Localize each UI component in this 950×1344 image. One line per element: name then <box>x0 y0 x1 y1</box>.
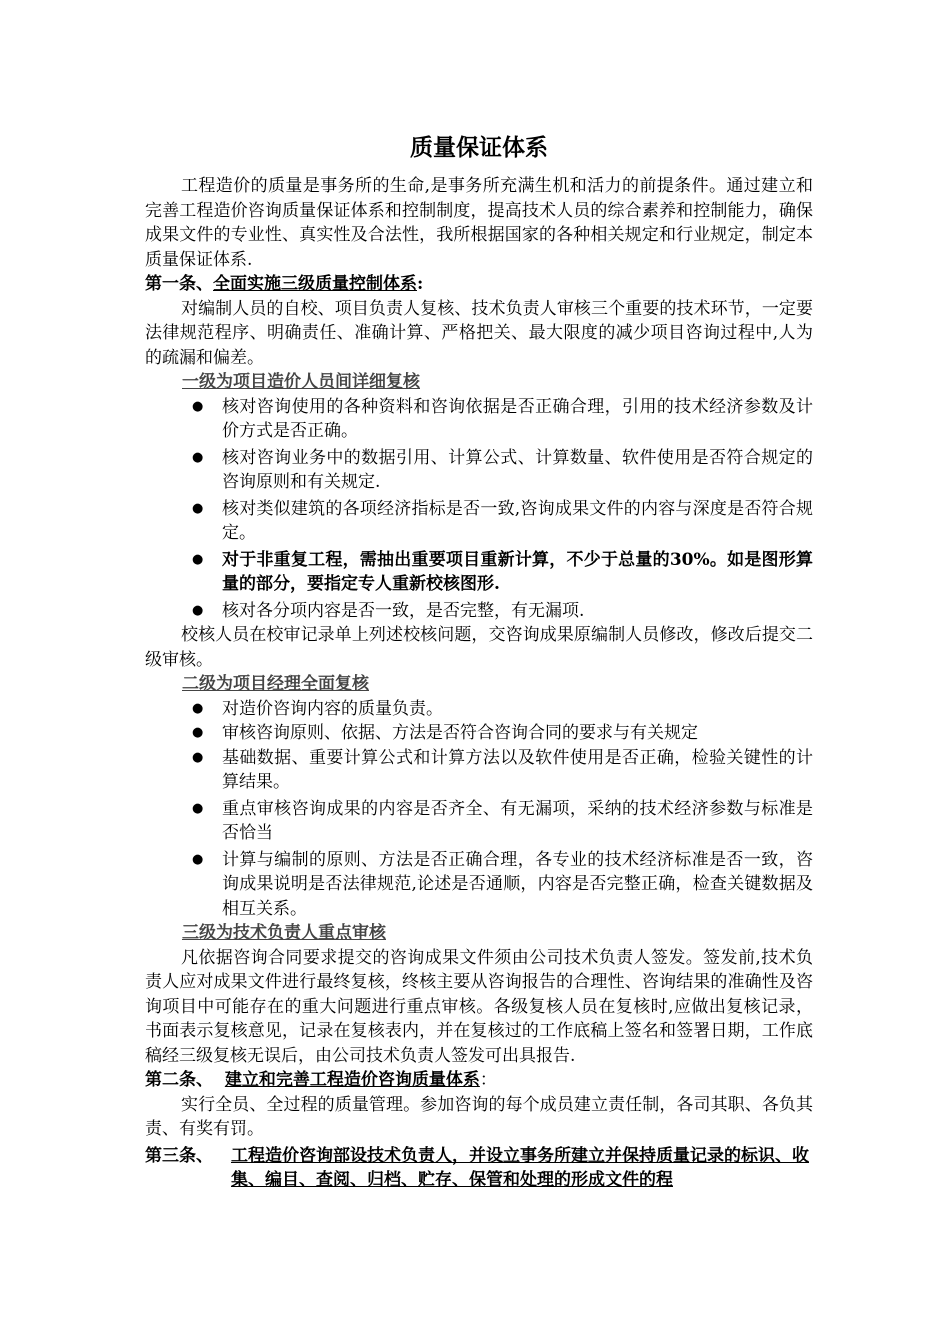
bullet-icon: ● <box>192 725 204 740</box>
list-item <box>145 697 813 722</box>
level-1-after-text: 校核人员在校审记录单上列述校核问题，交咨询成果原编制人员修改，修改后提交二级审核。 <box>145 625 813 670</box>
level-3-text: 凡依据咨询合同要求提交的咨询成果文件须由公司技术负责人签发。签发前,技术负责人应对成果文件进行最终复核，终核主要从咨询报告的合理性、咨询结果的准确性及咨询项目中可能存在的重大问题进行重点审核。各级复核人员在复核时,应做出复核记录，书面表示复核意见，记录在复核表内，并在复核过的工作底稿上签名和签署日期，工作底稿经三级复核无误后，由公司技术负责人签发可出具报告. <box>145 947 813 1066</box>
list-item-text: 核对类似建筑的各项经济指标是否一致,咨询成果文件的内容与深度是否符合规定。 <box>222 498 813 543</box>
article-1-heading <box>145 272 813 297</box>
list-item <box>145 746 813 795</box>
article-1-colon: : <box>417 274 424 294</box>
list-item-text: 重点审核咨询成果的内容是否齐全、有无漏项，采纳的技术经济参数与标准是否恰当 <box>222 798 813 843</box>
list-item <box>145 446 813 495</box>
list-item <box>145 548 813 597</box>
level-2-heading: 二级为项目经理全面复核 <box>182 674 369 694</box>
article-2-text: 实行全员、全过程的质量管理。参加咨询的每个成员建立责任制，各司其职、各负其责、有奖有罚。 <box>145 1094 813 1139</box>
list-item-text: 基础数据、重要计算公式和计算方法以及软件使用是否正确，检验关键性的计算结果。 <box>222 747 813 792</box>
bullet-icon: ● <box>192 700 204 716</box>
list-item <box>145 599 813 624</box>
intro-paragraph: 工程造价的质量是事务所的生命,是事务所充满生机和活力的前提条件。通过建立和完善工程造价咨询质量保证体系和控制制度，提高技术人员的综合素养和控制能力，确保成果文件的专业性、真实性及合法性，我所根据国家的各种相关规定和行业规定，制定本质量保证体系. <box>145 176 813 270</box>
article-1-text: 对编制人员的自校、项目负责人复核、技术负责人审核三个重要的技术环节，一定要法律规范程序、明确责任、准确计算、严格把关、最大限度的减少项目咨询过程中,人为的疏漏和偏差。 <box>145 298 813 368</box>
bullet-icon: ● <box>192 500 204 516</box>
article-3 <box>145 1144 813 1193</box>
article-2-title: 建立和完善工程造价咨询质量体系 <box>224 1070 480 1090</box>
list-item-text: 对于非重复工程，需抽出重要项目重新计算，不少于总量的30%。如是图形算量的部分，要指定专人重新校核图形. <box>222 549 813 594</box>
bullet-icon: ● <box>192 749 204 765</box>
article-2-label: 第二条、 <box>145 1070 213 1090</box>
level-3-heading: 三级为技术负责人重点审核 <box>182 923 386 943</box>
list-item-text: 计算与编制的原则、方法是否正确合理，各专业的技术经济标准是否一致，咨询成果说明是否法律规范,论述是否通顺，内容是否完整正确，检查关键数据及相互关系。 <box>222 849 813 919</box>
list-item <box>145 848 813 922</box>
bullet-icon: ● <box>192 800 204 816</box>
article-2-heading <box>145 1068 813 1093</box>
bullet-icon: ● <box>192 602 204 618</box>
list-item-text: 核对咨询使用的各种资料和咨询依据是否正确合理，引用的技术经济参数及计价方式是否正确。 <box>222 396 813 441</box>
level-1-list <box>145 395 813 624</box>
bullet-icon: ● <box>192 551 204 567</box>
bullet-icon: ● <box>192 398 204 414</box>
list-item <box>145 721 813 746</box>
level-1-heading: 一级为项目造价人员间详细复核 <box>182 372 420 392</box>
article-3-text: 工程造价咨询部设技术负责人，并设立事务所建立并保持质量记录的标识、收集、编目、查阅、归档、贮存、保管和处理的形成文件的程 <box>231 1145 809 1190</box>
document-body <box>145 128 813 1193</box>
article-2-colon: ： <box>479 1070 497 1090</box>
list-item-text: 核对咨询业务中的数据引用、计算公式、计算数量、软件使用是否符合规定的咨询原则和有关规定. <box>222 447 813 492</box>
article-1-title: 全面实施三级质量控制体系 <box>213 274 417 294</box>
list-item-text: 对造价咨询内容的质量负责。 <box>222 698 443 719</box>
list-item-text: 核对各分项内容是否一致，是否完整，有无漏项. <box>222 600 585 621</box>
article-1-label: 第一条、 <box>145 274 213 294</box>
article-3-label: 第三条、 <box>145 1145 213 1166</box>
list-item <box>145 797 813 846</box>
level-2-list <box>145 697 813 922</box>
list-item-text: 审核咨询原则、依据、方法是否符合咨询合同的要求与有关规定 <box>222 723 698 743</box>
list-item <box>145 395 813 444</box>
list-item <box>145 497 813 546</box>
bullet-icon: ● <box>192 449 204 465</box>
bullet-icon: ● <box>192 851 204 867</box>
document-title: 质量保证体系 <box>410 134 548 161</box>
